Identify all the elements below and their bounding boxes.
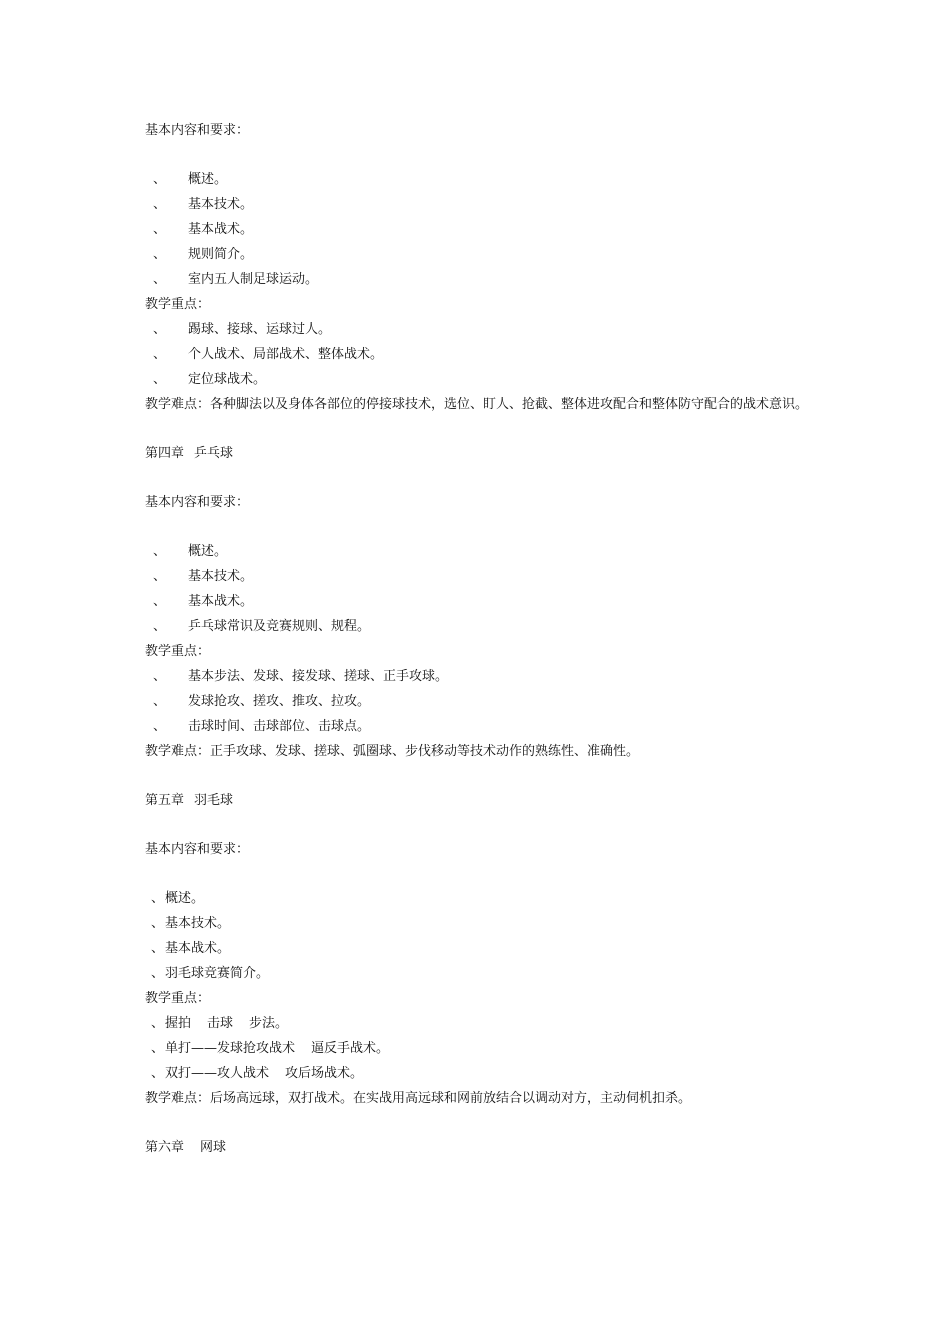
list-item: 、 基本技术。 (145, 192, 815, 217)
list-item: 、 定位球战术。 (145, 367, 815, 392)
chapter-title: 第六章 网球 (145, 1140, 227, 1155)
list-item: 、 基本战术。 (145, 589, 815, 614)
section-heading-key: 教学重点： (145, 991, 211, 1006)
list-bullet: 、 (153, 569, 167, 584)
list-bullet: 、 (153, 272, 167, 287)
list-item: 、单打——发球抢攻战术 逼反手战术。 (145, 1036, 815, 1061)
list-item: 、概述。 (145, 886, 815, 911)
list-bullet: 、 (151, 1016, 165, 1031)
list-bullet: 、 (153, 594, 167, 609)
list-bullet: 、 (153, 197, 167, 212)
list-bullet: 、 (153, 544, 167, 559)
list-bullet: 、 (153, 247, 167, 262)
list-item: 、 概述。 (145, 539, 815, 564)
list-item: 、 基本技术。 (145, 564, 815, 589)
list-item: 、基本技术。 (145, 911, 815, 936)
list-bullet: 、 (153, 172, 167, 187)
list-item: 、 概述。 (145, 167, 815, 192)
section-heading-key: 教学重点： (145, 644, 211, 659)
list-item: 、 乒乓球常识及竞赛规则、规程。 (145, 614, 815, 639)
list-item: 、 基本步法、发球、接发球、搓球、正手攻球。 (145, 664, 815, 689)
list-bullet: 、 (153, 719, 167, 734)
list-bullet: 、 (151, 941, 165, 956)
list-item: 、 发球抢攻、搓攻、推攻、拉攻。 (145, 689, 815, 714)
document-page (145, 118, 815, 1160)
list-item: 、 击球时间、击球部位、击球点。 (145, 714, 815, 739)
section-heading-content: 基本内容和要求： (145, 123, 250, 138)
list-bullet: 、 (151, 1066, 165, 1081)
list-item: 、 个人战术、局部战术、整体战术。 (145, 342, 815, 367)
list-item: 、双打——攻人战术 攻后场战术。 (145, 1061, 815, 1086)
list-bullet: 、 (153, 322, 167, 337)
section-heading-key: 教学重点： (145, 297, 211, 312)
list-bullet: 、 (153, 694, 167, 709)
list-bullet: 、 (151, 966, 165, 981)
list-bullet: 、 (153, 619, 167, 634)
list-item: 、 踢球、接球、运球过人。 (145, 317, 815, 342)
list-item: 、 基本战术。 (145, 217, 815, 242)
list-item: 、羽毛球竞赛简介。 (145, 961, 815, 986)
section-heading-content: 基本内容和要求： (145, 495, 250, 510)
list-item: 、基本战术。 (145, 936, 815, 961)
difficulty-paragraph: 教学难点：正手攻球、发球、搓球、弧圈球、步伐移动等技术动作的熟练性、准确性。 (145, 744, 640, 759)
list-bullet: 、 (151, 891, 165, 906)
list-bullet: 、 (153, 347, 167, 362)
list-bullet: 、 (153, 669, 167, 684)
list-bullet: 、 (153, 222, 167, 237)
list-item: 、 规则简介。 (145, 242, 815, 267)
difficulty-paragraph: 教学难点：各种脚法以及身体各部位的停接球技术，选位、盯人、抢截、整体进攻配合和整体防守配合的战术意识。 (145, 397, 809, 412)
chapter-title: 第四章 乒乓球 (145, 446, 234, 461)
difficulty-paragraph: 教学难点：后场高远球，双打战术。在实战用高远球和网前放结合以调动对方，主动伺机扣杀。 (145, 1091, 692, 1106)
list-item: 、握拍 击球 步法。 (145, 1011, 815, 1036)
chapter-title: 第五章 羽毛球 (145, 793, 234, 808)
list-bullet: 、 (153, 372, 167, 387)
list-bullet: 、 (151, 1041, 165, 1056)
section-heading-content: 基本内容和要求： (145, 842, 250, 857)
list-bullet: 、 (151, 916, 165, 931)
list-item: 、 室内五人制足球运动。 (145, 267, 815, 292)
